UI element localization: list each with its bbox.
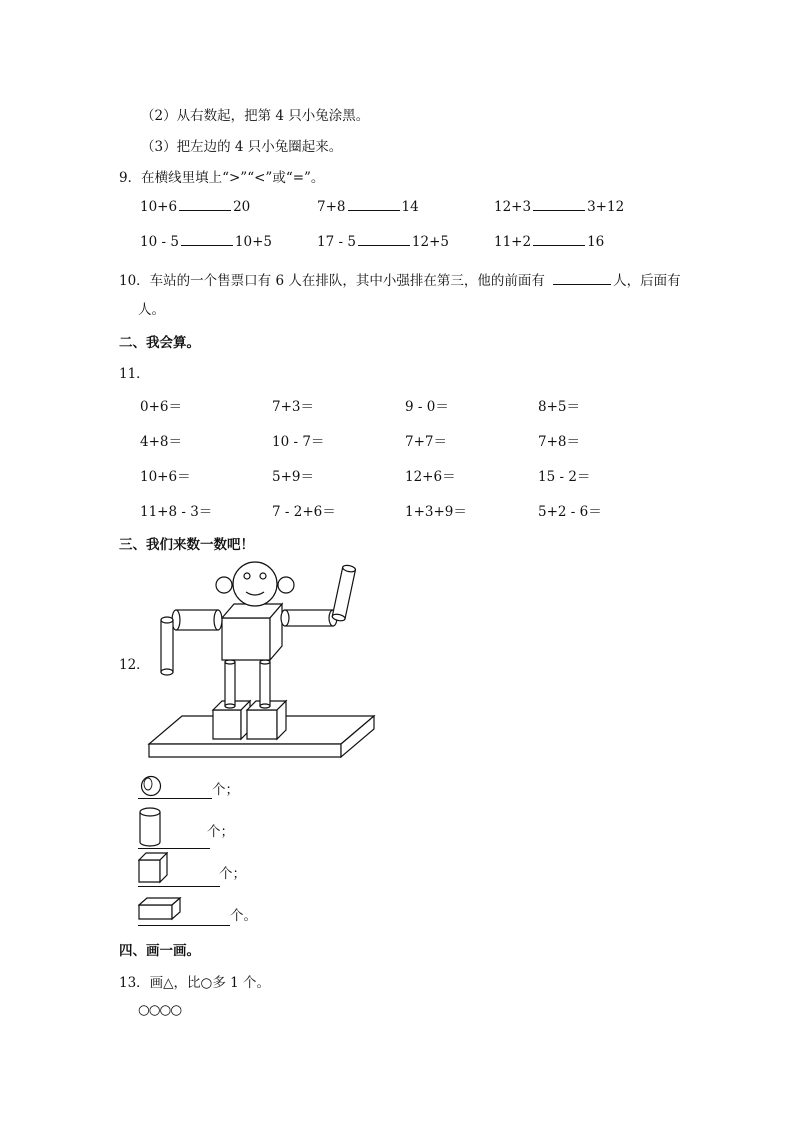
sphere-icon bbox=[140, 775, 162, 797]
q11-r3-c1: 10+6＝ bbox=[140, 469, 191, 485]
q11-r3-c2: 5+9＝ bbox=[272, 469, 314, 485]
sphere-count-blank[interactable] bbox=[138, 797, 212, 799]
q9-r1-c1: 10+6 20 bbox=[140, 199, 251, 215]
robot-figure bbox=[146, 558, 376, 760]
q11-r4-c4: 5+2 - 6＝ bbox=[538, 504, 602, 520]
q11-r4-c1: 11+8 - 3＝ bbox=[140, 504, 213, 520]
cube-count-blank[interactable] bbox=[138, 885, 220, 887]
q11-r1-c4: 8+5＝ bbox=[538, 399, 580, 415]
q8-item-3: （3）把左边的 4 只小兔圈起来。 bbox=[141, 139, 343, 155]
q11-r4-c2: 7 - 2+6＝ bbox=[272, 504, 336, 520]
q12-number: 12． bbox=[119, 657, 150, 673]
answer-blank-front[interactable] bbox=[553, 283, 611, 285]
cube-count-suffix: 个； bbox=[219, 866, 246, 882]
q10-line-1: 10．车站的一个售票口有 6 人在排队，其中小强排在第三，他的前面有 人，后面有 bbox=[119, 273, 681, 289]
q8-item-2: （2）从右数起，把第 4 只小兔涂黑。 bbox=[141, 108, 370, 124]
right-arm-cylinder bbox=[281, 610, 337, 626]
q13-circles: ○○○○ bbox=[138, 1002, 182, 1018]
cuboid-count-blank[interactable] bbox=[138, 924, 230, 926]
q11-r2-c1: 4+8＝ bbox=[140, 434, 182, 450]
left-ear-sphere bbox=[216, 577, 232, 593]
q11-r1-c2: 7+3＝ bbox=[272, 399, 314, 415]
answer-blank[interactable] bbox=[181, 244, 233, 246]
left-arm-cylinder bbox=[172, 610, 222, 630]
sphere-count-suffix: 个； bbox=[212, 782, 239, 798]
cylinder-count-blank[interactable] bbox=[138, 847, 210, 849]
q11-r3-c3: 12+6＝ bbox=[405, 469, 456, 485]
cylinder-icon bbox=[138, 806, 162, 848]
q13-prompt: 13．画△，比○多 1 个。 bbox=[119, 975, 271, 991]
q11-r4-c3: 1+3+9＝ bbox=[405, 504, 467, 520]
q10-line-2: 人。 bbox=[138, 302, 165, 318]
answer-blank[interactable] bbox=[358, 244, 410, 246]
cuboid-count-suffix: 个。 bbox=[230, 908, 257, 924]
right-ear-sphere bbox=[278, 577, 294, 593]
right-leg-cylinder bbox=[260, 660, 270, 708]
q9-prompt: 9．在横线里填上“>”“<”或“=”。 bbox=[119, 170, 325, 186]
answer-blank[interactable] bbox=[348, 209, 400, 211]
q11-r2-c3: 7+7＝ bbox=[405, 434, 447, 450]
q11-r1-c3: 9 - 0＝ bbox=[405, 399, 449, 415]
answer-blank[interactable] bbox=[179, 209, 231, 211]
cylinder-count-suffix: 个； bbox=[207, 824, 234, 840]
body-cube bbox=[222, 604, 282, 660]
left-forearm-cylinder bbox=[161, 617, 173, 675]
answer-blank[interactable] bbox=[533, 209, 585, 211]
q11-r1-c1: 0+6＝ bbox=[140, 399, 182, 415]
right-forearm-cylinder bbox=[332, 564, 356, 621]
q11-number: 11． bbox=[119, 366, 150, 382]
q9-r1-c3: 12+3 3+12 bbox=[494, 199, 625, 215]
q9-r2-c2: 17 - 5 12+5 bbox=[317, 234, 450, 250]
cube-icon bbox=[138, 852, 168, 884]
q11-r3-c4: 15 - 2＝ bbox=[538, 469, 591, 485]
q11-r2-c4: 7+8＝ bbox=[538, 434, 580, 450]
section-2-heading: 二、我会算。 bbox=[119, 335, 200, 351]
q11-r2-c2: 10 - 7＝ bbox=[272, 434, 325, 450]
q9-r2-c1: 10 - 5 10+5 bbox=[140, 234, 273, 250]
section-4-heading: 四、画一画。 bbox=[119, 943, 200, 959]
cuboid-icon bbox=[138, 897, 182, 921]
section-3-heading: 三、我们来数一数吧！ bbox=[119, 537, 254, 553]
head-sphere bbox=[233, 562, 277, 606]
q9-r1-c2: 7+8 14 bbox=[317, 199, 419, 215]
q9-r2-c3: 11+2 16 bbox=[494, 234, 605, 250]
answer-blank[interactable] bbox=[533, 244, 585, 246]
left-leg-cylinder bbox=[225, 660, 235, 708]
